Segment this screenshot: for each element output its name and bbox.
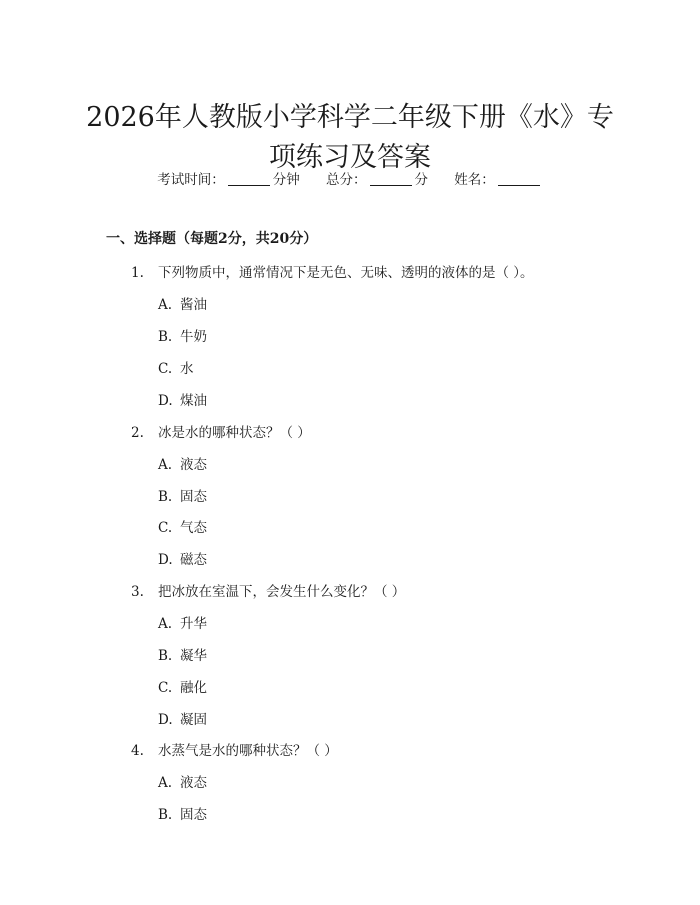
title-line-1: 2026年人教版小学科学二年级下册《水》专 [86,102,614,134]
q2-option-a [158,453,207,473]
question-text: 下列物质中，通常情况下是无色、无味、透明的液体的是（ ）。 [158,265,534,281]
option-text: 磁态 [180,552,207,568]
option-text: 液态 [180,457,207,473]
question-number: 3. [131,584,144,600]
total-score-label: 总分： [326,172,367,188]
question-4 [131,739,338,759]
option-text: 水 [180,361,194,377]
section-heading: 一、选择题（每题2分，共20分） [106,231,318,247]
q2-option-b [158,485,207,505]
option-text: 固态 [180,807,207,823]
q4-option-b [158,803,207,823]
option-text: 液态 [180,775,207,791]
option-text: 融化 [180,680,207,696]
option-text: 固态 [180,489,207,505]
question-2 [131,421,311,441]
name-blank [498,185,540,186]
question-3 [131,580,405,600]
option-letter: C. [158,361,173,377]
question-text: 冰是水的哪种状态？（ ） [158,425,311,441]
option-letter: D. [158,552,173,568]
exam-time-unit: 分钟 [272,172,300,188]
exam-time-label: 考试时间： [157,172,225,188]
q2-option-c [158,516,207,536]
total-score-unit: 分 [414,172,428,188]
option-letter: B. [158,807,173,823]
exam-time-blank [228,185,270,186]
total-score-field [326,168,428,188]
q1-option-a [158,293,207,313]
option-letter: A. [158,457,173,473]
question-number: 4. [131,743,144,759]
question-text: 水蒸气是水的哪种状态？（ ） [158,743,338,759]
q4-option-a [158,771,207,791]
name-label: 姓名： [454,172,495,188]
option-letter: B. [158,329,173,345]
option-letter: D. [158,393,173,409]
option-letter: A. [158,297,173,313]
option-text: 升华 [180,616,207,632]
question-number: 2. [131,425,144,441]
option-letter: C. [158,520,173,536]
option-text: 煤油 [180,393,207,409]
option-letter: B. [158,489,173,505]
option-text: 酱油 [180,297,207,313]
question-text: 把冰放在室温下，会发生什么变化？（ ） [158,584,406,600]
question-1 [131,261,534,281]
option-letter: A. [158,616,173,632]
q2-option-d [158,548,207,568]
option-text: 牛奶 [180,329,207,345]
option-text: 凝固 [180,712,207,728]
title-line-2: 项练习及答案 [269,142,431,174]
question-number: 1. [131,265,144,281]
q3-option-a [158,612,207,632]
total-score-blank [370,185,412,186]
exam-info-row [0,168,700,188]
exam-time-field [157,168,300,188]
name-field [454,168,543,188]
option-letter: B. [158,648,173,664]
q1-option-b [158,325,207,345]
q1-option-d [158,389,207,409]
page-title [60,98,640,178]
option-text: 凝华 [180,648,207,664]
option-letter: D. [158,712,173,728]
q3-option-d [158,708,207,728]
q3-option-b [158,644,207,664]
q3-option-c [158,676,207,696]
option-text: 气态 [180,520,207,536]
option-letter: A. [158,775,173,791]
q1-option-c [158,357,194,377]
option-letter: C. [158,680,173,696]
